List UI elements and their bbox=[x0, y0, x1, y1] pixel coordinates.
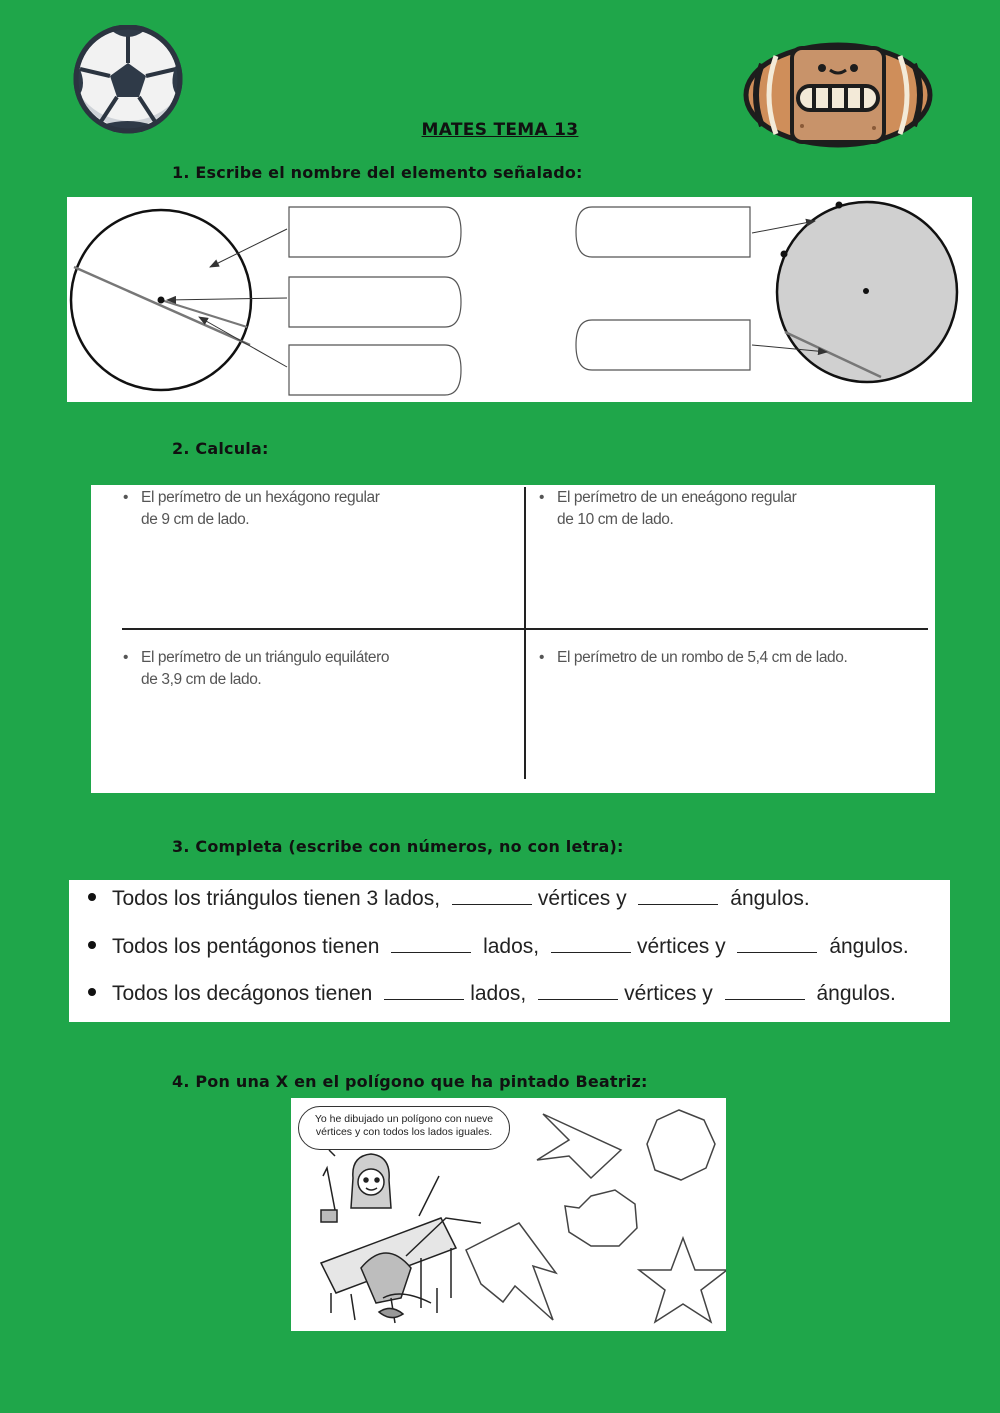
answer-box-5[interactable] bbox=[576, 320, 750, 370]
complete-row-1: Todos los triángulos tienen 3 lados, vértices y ángulos. bbox=[88, 887, 810, 911]
answer-box-1[interactable] bbox=[289, 207, 461, 257]
grid-divider-horizontal bbox=[122, 628, 928, 630]
blank-field[interactable] bbox=[538, 998, 618, 1000]
soccer-ball-icon bbox=[72, 25, 184, 135]
answer-box-3[interactable] bbox=[289, 345, 461, 395]
irregular-nonagon-polygon[interactable] bbox=[565, 1190, 637, 1246]
grid-divider-vertical bbox=[524, 487, 526, 779]
calc-cell-1: • El perímetro de un hexágono regular de 9 cm de lado. bbox=[123, 489, 380, 528]
question-1: 1. Escribe el nombre del elemento señalado: bbox=[172, 163, 583, 182]
blank-field[interactable] bbox=[725, 998, 805, 1000]
question-4: 4. Pon una X en el polígono que ha pintado Beatriz: bbox=[172, 1072, 648, 1091]
question-3: 3. Completa (escribe con números, no con letra): bbox=[172, 837, 624, 856]
blank-field[interactable] bbox=[638, 903, 718, 905]
blank-field[interactable] bbox=[452, 903, 532, 905]
octagon-polygon[interactable] bbox=[647, 1110, 715, 1180]
page-title: MATES TEMA 13 bbox=[421, 120, 579, 140]
question-2: 2. Calcula: bbox=[172, 439, 269, 458]
answer-box-2[interactable] bbox=[289, 277, 461, 327]
bullet-icon bbox=[88, 941, 96, 949]
blank-field[interactable] bbox=[384, 998, 464, 1000]
circle-diagrams bbox=[67, 197, 972, 402]
center-point bbox=[158, 297, 165, 304]
answer-box-4[interactable] bbox=[576, 207, 750, 257]
star-polygon[interactable] bbox=[639, 1238, 726, 1322]
radius-line bbox=[161, 300, 247, 327]
speech-bubble: Yo he dibujado un polígono con nueve vértices y con todos los lados iguales. bbox=[298, 1106, 510, 1150]
star-arrow-polygon[interactable] bbox=[466, 1223, 556, 1320]
calculation-panel bbox=[91, 485, 935, 793]
arrow-shape-polygon[interactable] bbox=[537, 1114, 621, 1178]
calc-cell-4: • El perímetro de un rombo de 5,4 cm de lado. bbox=[539, 649, 848, 666]
calc-cell-2: • El perímetro de un eneágono regular de 10 cm de lado. bbox=[539, 489, 797, 528]
blank-field[interactable] bbox=[391, 951, 471, 953]
calc-cell-3: • El perímetro de un triángulo equilátero de 3,9 cm de lado. bbox=[123, 649, 390, 688]
girl-drawing-illustration bbox=[321, 1150, 481, 1323]
diameter-line bbox=[74, 267, 250, 345]
circle-elements-panel bbox=[67, 197, 972, 402]
complete-row-3: Todos los decágonos tienen lados, vértices y ángulos. bbox=[88, 982, 896, 1006]
bullet-icon bbox=[88, 988, 96, 996]
blank-field[interactable] bbox=[737, 951, 817, 953]
complete-row-2: Todos los pentágonos tienen lados, vértices y ángulos. bbox=[88, 935, 909, 959]
blank-field[interactable] bbox=[551, 951, 631, 953]
bullet-icon bbox=[88, 893, 96, 901]
